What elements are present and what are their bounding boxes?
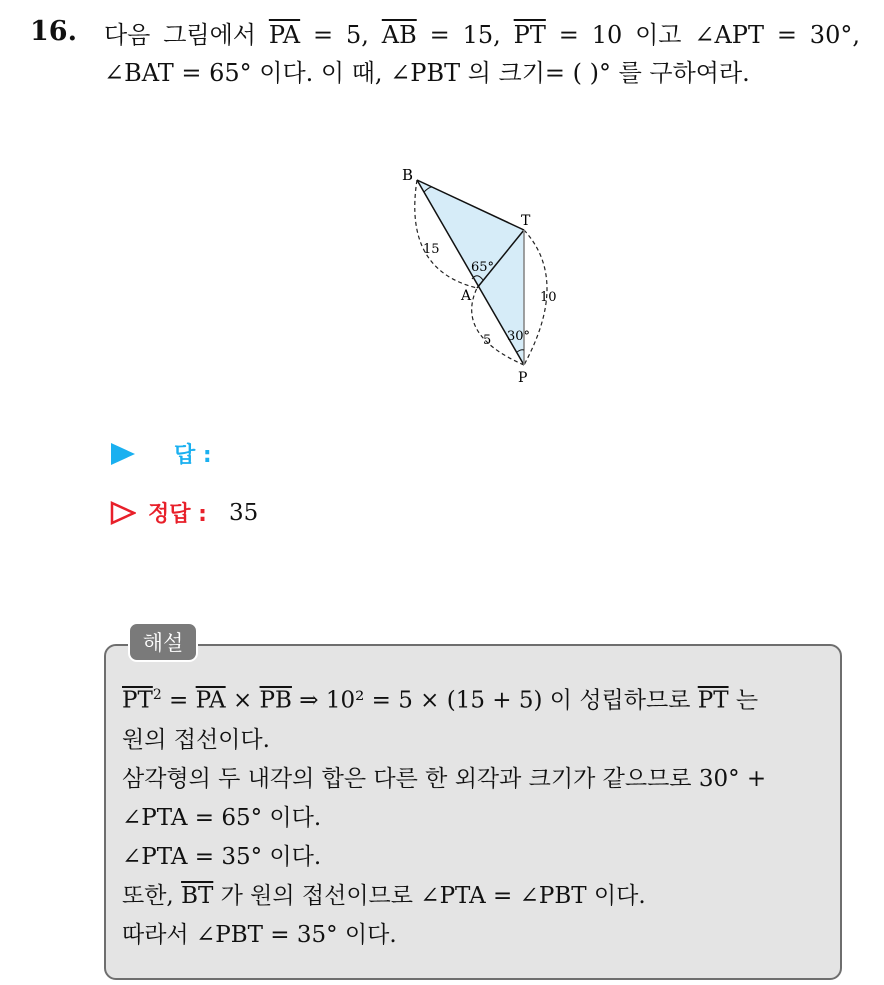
segment-ab: $\overline{AB}$ <box>381 21 417 49</box>
answer-label: 답 : <box>174 443 212 468</box>
angle-label-bat: 65° <box>471 260 495 275</box>
explanation-line-7: 따라서 ∠PBT = 35° 이다. <box>122 921 397 948</box>
length-pa: 5 <box>483 333 492 348</box>
question-part: = 10 이고 ∠APT = 30°, ∠BAT = 65° 이다. 이 때, ∠PBT 의 크기= ( )° 를 구하여라. <box>104 21 860 87</box>
seg-pb: $\overline{PB}$ <box>259 687 292 714</box>
text-part: 는 <box>728 687 759 714</box>
text-part: ⇒ 10² = 5 × (15 + 5) 이 성립하므로 <box>291 687 698 714</box>
explanation-line-2: 원의 접선이다. <box>122 726 270 753</box>
answer-blank-row <box>110 438 212 469</box>
correct-answer-label: 정답 : <box>148 502 207 527</box>
question-part: = 5, <box>300 21 382 49</box>
correct-answer-row <box>110 497 258 528</box>
explanation-tag: 해설 <box>128 622 198 662</box>
label-b: B <box>402 166 414 184</box>
length-ab: 15 <box>423 242 440 257</box>
question-text <box>104 16 860 92</box>
correct-answer-value: 35 <box>228 499 259 526</box>
explanation-line-5: ∠PTA = 35° 이다. <box>122 843 322 870</box>
segment-pa: $\overline{PA}$ <box>268 21 301 49</box>
superscript: 2 <box>152 687 162 703</box>
explanation-line-1 <box>122 676 830 721</box>
seg-pa: $\overline{PA}$ <box>195 687 226 714</box>
outline-triangle-icon <box>110 501 136 525</box>
question-part: 다음 그림에서 <box>104 21 269 49</box>
text-part: = <box>161 687 196 714</box>
label-t: T <box>521 213 531 229</box>
label-a: A <box>461 288 472 304</box>
segment-pt: $\overline{PT}$ <box>513 21 546 49</box>
explanation-line-3: 삼각형의 두 내각의 합은 다른 한 외각과 크기가 같으므로 30° + <box>122 765 767 792</box>
question-part: = 15, <box>416 21 514 49</box>
angle-label-apt: 30° <box>507 329 531 344</box>
explanation-line-4: ∠PTA = 65° 이다. <box>122 804 322 831</box>
explanation-text <box>122 676 830 955</box>
question-number: 16. <box>30 16 77 47</box>
seg-bt: $\overline{BT}$ <box>181 882 214 909</box>
geometry-figure <box>395 160 565 392</box>
seg-pt: $\overline{PT}$ <box>122 687 153 714</box>
solid-triangle-icon <box>110 442 136 466</box>
text-part: 또한, <box>122 882 182 909</box>
text-part: 가 원의 접선이므로 ∠PTA = ∠PBT 이다. <box>213 882 646 909</box>
explanation-line-6 <box>122 877 830 916</box>
seg-pt: $\overline{PT}$ <box>697 687 729 714</box>
length-pt: 10 <box>540 290 557 305</box>
text-part: × <box>225 687 260 714</box>
label-p: P <box>518 370 528 386</box>
